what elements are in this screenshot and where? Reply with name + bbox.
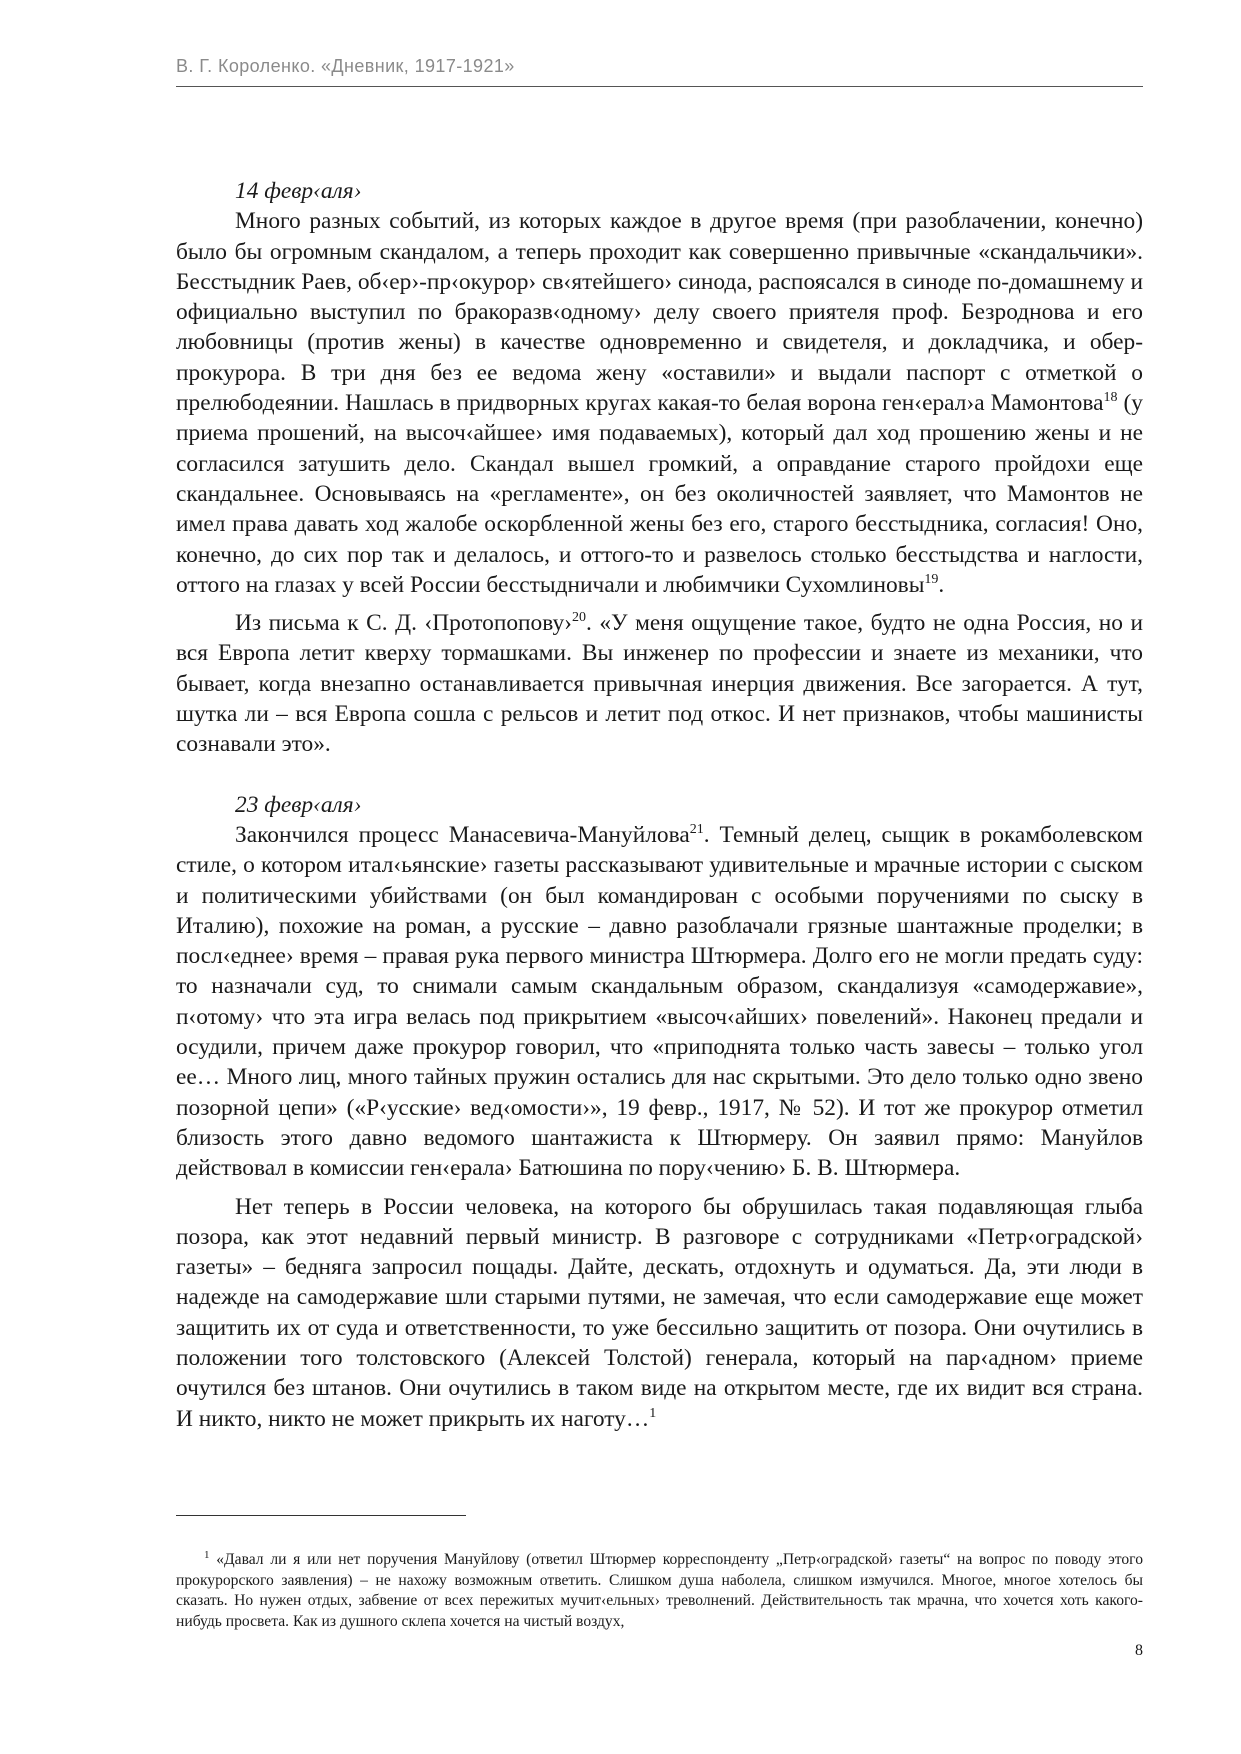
footnote-ref[interactable]: 1 — [649, 1405, 657, 1421]
entry-date: 23 февр‹аля› — [235, 791, 362, 818]
header-rule — [176, 86, 1143, 87]
footnote-ref[interactable]: 20 — [571, 610, 586, 626]
footnote — [176, 1550, 1143, 1632]
paragraph: Нет теперь в России человека, на которого бы обрушилась такая подавляющая глыба позора, как этот недавний первый министр. В разговоре с сотрудниками «Петр‹оградской› газеты» – бедняга запросил пощады. Дайте, дескать, отдохнуть и одуматься. Да, эти люди в надежде на самодержавие шли старыми путями, не замечая, что если самодержавие еще может защитить их от суда и ответственности, то уже бессильно защитить от позора. Они очутились в положении того толстовского (Алексей Толстой) генерала, который на пар‹адном› приеме очутился без штанов. Они очутились в таком виде на открытом месте, где их видит вся страна. И никто, никто не может прикрыть их наготу…$^1$ — [176, 1193, 1143, 1432]
running-header: В. Г. Короленко. «Дневник, 1917-1921» — [176, 56, 515, 76]
entry-gap — [176, 760, 1143, 790]
page-number: 8 — [1135, 1642, 1143, 1659]
footnote-ref[interactable]: 19 — [924, 571, 939, 587]
footnote-rule — [176, 1515, 466, 1516]
entry-date: 14 февр‹аля› — [235, 178, 362, 204]
paragraph: Много разных событий, из которых каждое в другое время (при разоблачении, конечно) было бы огромным скандалом, а теперь проходит как совершенно привычные «скандальчики». Бесстыдник Раев, об‹ер›-пр‹окурор› св‹ятейшего› синода, распоясался в синоде по-домашнему и официально выступил по бракоразв‹одному› делу своего приятеля проф. Безроднова и его любовницы (против жены) в качестве одновременно и свидетеля, и докладчика, и обер-прокурора. В три дня без ее ведома жену «оставили» и выдали паспорт с отметкой о прелюбодеянии. Нашлась в придворных кругах какая-то белая ворона ген‹ерал›а Мамонтова$^{18}$ (у приема прошений, на высоч‹айшее› имя подаваемых), который дал ход прошению жены и не согласился затушить дело. Скандал вышел громкий, а оправдание старого пройдохи еще скандальнее. Основываясь на «регламенте», он без околичностей заявляет, что Мамонтов не имел права давать ход жалобе оскорбленной жены без его, старого бесстыдника, согласия! Оно, конечно, до сих пор так и делалось, и оттого-то и развелось столько бесстыдства и наглости, оттого на глазах у всей России бесстыдничали и любимчики Сухомлиновы$^{19}$. — [176, 208, 1143, 598]
paragraph: Закончился процесс Манасевича-Мануйлова$^{21}$. Темный делец, сыщик в рокамболевском стиле, о котором итал‹ьянские› газеты рассказывают удивительные и мрачные истории с сыском и политическими убийствами (он был командирован с особыми поручениями по сыску в Италию), похожие на роман, а русские – давно разоблачали грязные шантажные проделки; в посл‹еднее› время – правая рука первого министра Штюрмера. Долго его не могли предать суду: то назначали суд, то снимали самым скандальным образом, скандализуя «самодержавие», п‹отому› что эта игра велась под прикрытием «высоч‹айших› повелений». Наконец предали и осудили, причем даже прокурор говорил, что «приподнята только часть завесы – только угол ее… Много лиц, много тайных пружин остались для нас скрытыми. Это дело только одно звено позорной цепи» («Р‹усские› вед‹омости›», 19 февр., 1917, № 52). И тот же прокурор отметил близость этого давно ведомого шантажиста к Штюрмеру. Он заявил прямо: Мануйлов действовал в комиссии ген‹ерала› Батюшина по пору‹чению› Б. В. Штюрмера. — [176, 821, 1143, 1182]
footnote-marker: 1 — [204, 1549, 210, 1561]
footnote-text: $^1$ «Давал ли я или нет поручения Мануйлову (ответил Штюрмер корреспонденту „Петр‹оградской› газеты“ на вопрос по поводу этого прокурорского заявления) – не нахожу возможным ответить. Слишком душа наболела, слишком измучился. Многое, многое хотелось бы сказать. Но нужен отдых, забвение от всех пережитых мучит‹ельных› треволнений. Действительность так мрачна, что хочется хоть какого-нибудь просвета. Как из душного склепа хочется на чистый воздух, — [176, 1549, 1143, 1630]
footnote-ref[interactable]: 18 — [1103, 390, 1118, 406]
footnote-ref[interactable]: 21 — [689, 821, 704, 837]
main-text — [176, 176, 1143, 1434]
paragraph: Из письма к С. Д. ‹Протопопову›$^{20}$. «У меня ощущение такое, будто не одна Россия, но и вся Европа летит кверху тормашками. Вы инженер по профессии и знаете из механики, что бывает, когда внезапно останавливается привычная инерция движения. Все загорается. А тут, шутка ли – вся Европа сошла с рельсов и летит под откос. И нет признаков, чтобы машинисты сознавали это». — [176, 610, 1143, 758]
